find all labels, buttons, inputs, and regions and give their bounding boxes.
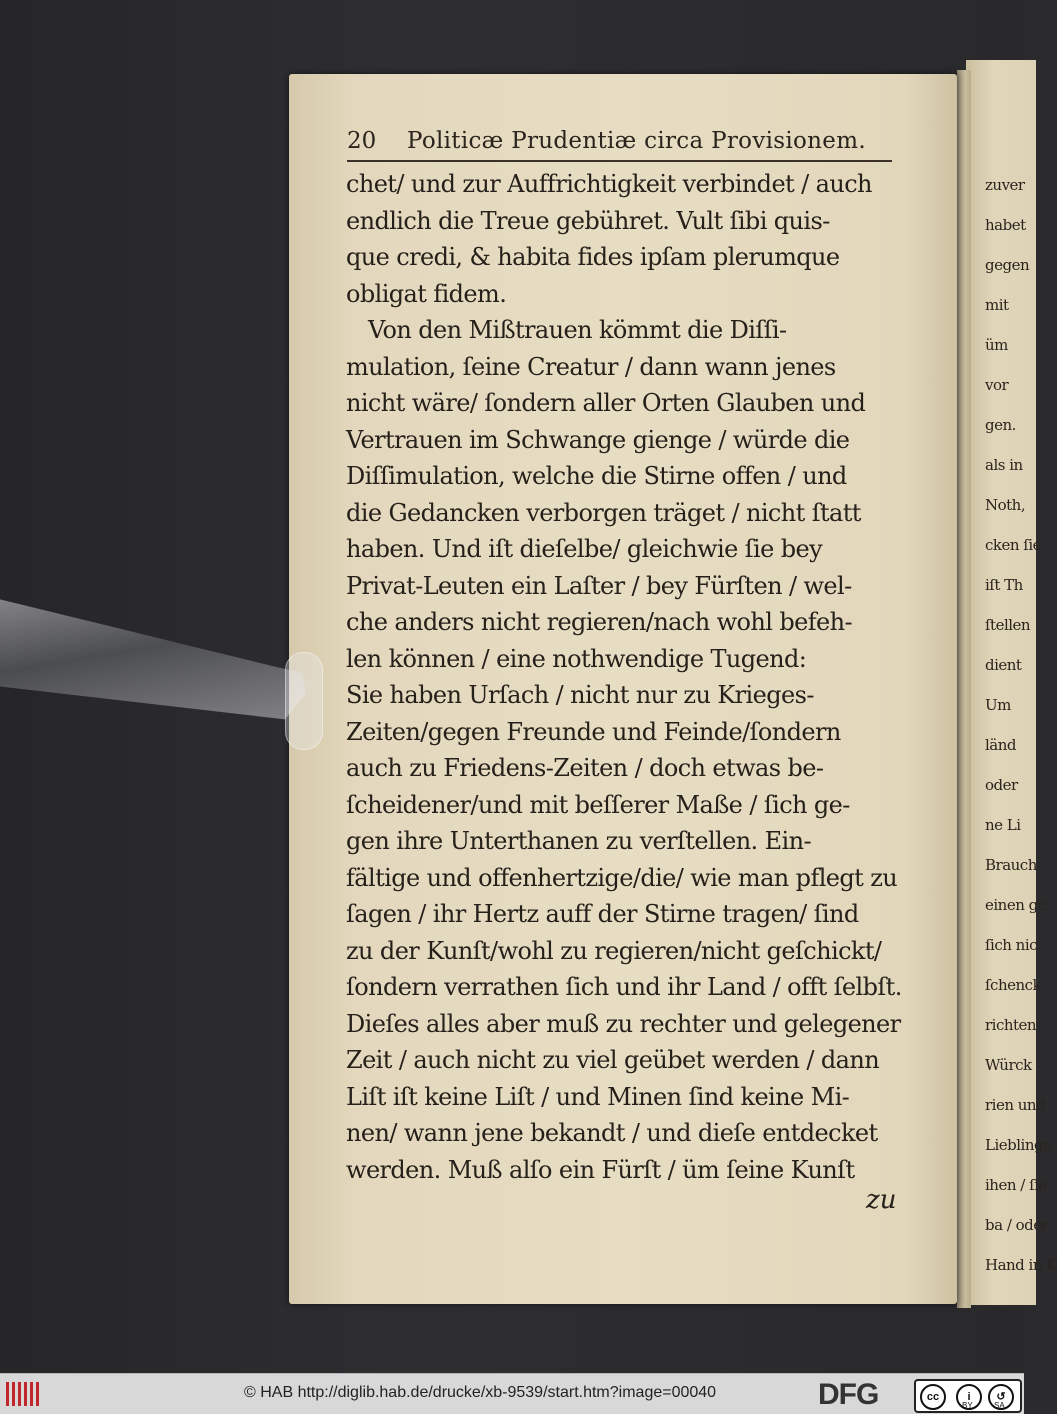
text-line: chet/ und zur Auffrichtigkeit verbindet / auch (346, 170, 872, 198)
adjacent-text-fragment: als in (985, 456, 1023, 474)
adjacent-text-fragment: rien und (985, 1096, 1046, 1114)
cc-license-badge[interactable] (914, 1379, 1022, 1413)
text-line: ſondern verrathen ſich und ihr Land / offt ſelbſt. (346, 973, 902, 1001)
text-line: Diſſimulation, welche die Stirne offen / und (346, 462, 847, 490)
running-head (347, 128, 887, 164)
text-line: obligat fidem. (346, 279, 507, 308)
adjacent-text-fragment: cken ſie (985, 536, 1042, 554)
text-line: nen/ wann jene bekandt / und dieſe entdecket (346, 1119, 878, 1147)
text-line: die Gedancken verborgen träget / nicht ſtatt (346, 498, 861, 527)
text-line: auch zu Friedens-Zeiten / doch etwas be- (346, 754, 824, 782)
text-line: Zeit / auch nicht zu viel geübet werden / dann (346, 1046, 880, 1074)
hab-logo-icon (6, 1382, 44, 1406)
adjacent-text-fragment: richten (985, 1016, 1037, 1034)
text-line: endlich die Treue gebühret. Vult ſibi quis- (346, 206, 830, 235)
text-line: Privat-Leuten ein Laſter / bey Fürſten / wel- (346, 571, 852, 600)
adjacent-text-fragment: dient (985, 656, 1022, 674)
text-line: Von den Mißtrauen kömmt die Diſſi- (368, 316, 787, 344)
viewer-footer (0, 1373, 1024, 1414)
text-line: len können / eine nothwendige Tugend: (346, 644, 807, 673)
glass-page-holder-tip (285, 652, 323, 750)
header-rule (347, 160, 892, 162)
text-line: Dieſes alles aber muß zu rechter und gelegener (346, 1009, 901, 1038)
text-line: werden. Muß alſo ein Fürſt / üm ſeine Kunſt (346, 1155, 855, 1184)
adjacent-text-fragment: vor (985, 376, 1009, 394)
text-line: Sie haben Urſach / nicht nur zu Krieges- (346, 681, 814, 709)
adjacent-text-fragment: iſt Th (985, 576, 1023, 594)
adjacent-text-fragment: oder (985, 776, 1018, 794)
text-line: nicht wäre/ ſondern aller Orten Glauben und (346, 389, 866, 417)
adjacent-text-fragment: ihen / ſie (985, 1176, 1047, 1194)
adjacent-text-fragment: Noth, (985, 496, 1026, 514)
sa-sharealike-icon: ↺ (988, 1384, 1014, 1410)
adjacent-text-fragment: Um (985, 696, 1011, 714)
text-line: Zeiten/gegen Freunde und Feinde/ſondern (346, 717, 841, 746)
text-line: que credi, & habita fides ipſam plerumque (346, 243, 840, 271)
page-number: 20 (347, 128, 377, 154)
adjacent-text-fragment: ſchenck (985, 976, 1042, 994)
running-title: Politicæ Prudentiæ circa Provisionem. (407, 128, 866, 154)
adjacent-text-fragment: ſtellen (985, 616, 1031, 634)
page-body-text (346, 166, 906, 1188)
text-line: zu der Kunſt/wohl zu regieren/nicht geſchickt/ (346, 936, 882, 965)
adjacent-text-fragment: ſich nic (985, 936, 1038, 954)
adjacent-text-fragment: Lieblinge (985, 1136, 1052, 1154)
text-line: haben. Und iſt dieſelbe/ gleichwie ſie bey (346, 535, 823, 563)
adjacent-text-fragment: zuver (985, 176, 1025, 194)
adjacent-text-fragment: ba / oder (985, 1216, 1049, 1234)
text-line: mulation, ſeine Creatur / dann wann jenes (346, 352, 836, 381)
sa-label: SA (994, 1401, 1005, 1410)
adjacent-text-fragment: ne Li (985, 816, 1021, 834)
text-line: Vertrauen im Schwange gienge / würde die (346, 425, 850, 454)
text-line: fältige und offenhertzige/die/ wie man pflegt zu (346, 863, 898, 892)
adjacent-text-fragment: einen ge (985, 896, 1047, 914)
cc-license-icon: cc (920, 1384, 946, 1410)
text-line: ſcheidener/und mit beſſerer Maße / ſich ge- (346, 790, 850, 819)
text-line: gen ihre Unterthanen zu verſtellen. Ein- (346, 827, 811, 855)
citation-link[interactable]: © HAB http://diglib.hab.de/drucke/xb-9539/start.htm?image=00040 (244, 1384, 717, 1401)
adjacent-text-fragment: Würck (985, 1056, 1032, 1074)
by-attribution-icon: i (956, 1384, 982, 1410)
adjacent-text-fragment: üm (985, 336, 1008, 354)
adjacent-text-fragment: habet (985, 216, 1026, 234)
by-label: BY (962, 1401, 973, 1410)
dfg-logo: DFG (818, 1378, 879, 1411)
adjacent-text-fragment: Brauch (985, 856, 1037, 874)
text-line: ſagen / ihr Hertz auff der Stirne tragen/ ſind (346, 900, 859, 928)
adjacent-text-fragment: mit (985, 296, 1009, 314)
adjacent-text-fragment: gen. (985, 416, 1016, 434)
adjacent-page-text (985, 165, 1057, 1285)
adjacent-text-fragment: gegen (985, 256, 1030, 274)
book-gutter (957, 70, 971, 1308)
catchword: zu (866, 1185, 897, 1215)
adjacent-text-fragment: Hand in K (985, 1256, 1057, 1274)
text-line: Liſt iſt keine Liſt / und Minen ſind keine Mi- (346, 1082, 850, 1111)
adjacent-text-fragment: länd (985, 736, 1017, 754)
text-line: che anders nicht regieren/nach wohl befeh- (346, 608, 852, 636)
